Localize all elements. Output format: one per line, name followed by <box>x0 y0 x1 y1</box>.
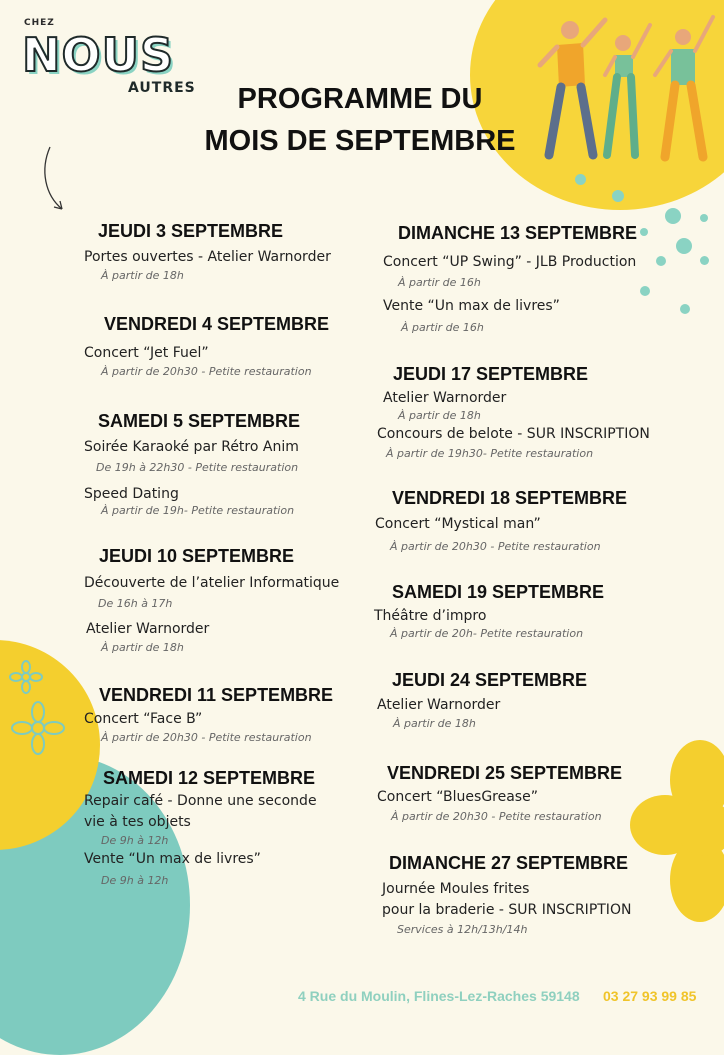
event-detail: À partir de 18h <box>101 641 184 654</box>
event-detail: De 9h à 12h <box>101 834 169 847</box>
event-name: Repair café - Donne une seconde <box>84 793 317 809</box>
event-detail: Services à 12h/13h/14h <box>397 923 528 936</box>
event-name-line-2: pour la braderie - SUR INSCRIPTION <box>382 902 632 918</box>
event-detail: À partir de 20h30 - Petite restauration <box>390 540 601 553</box>
decor-dot <box>665 208 681 224</box>
day-heading: VENDREDI 25 SEPTEMBRE <box>387 763 623 783</box>
day-heading: SAMEDI 12 SEPTEMBRE <box>103 768 316 788</box>
event-name: Soirée Karaoké par Rétro Anim <box>84 439 299 455</box>
logo-autres: AUTRES <box>128 80 196 96</box>
event-detail: De 19h à 22h30 - Petite restauration <box>96 461 299 474</box>
title-line-2: MOIS DE SEPTEMBRE <box>204 125 516 157</box>
day-heading: JEUDI 17 SEPTEMBRE <box>393 364 589 384</box>
event-name: Concours de belote - SUR INSCRIPTION <box>377 426 650 442</box>
decor-dot <box>676 238 692 254</box>
event-name: Concert “Jet Fuel” <box>84 345 209 361</box>
event-detail: À partir de 20h30 - Petite restauration <box>101 365 312 378</box>
footer-address: 4 Rue du Moulin, Flines-Lez-Raches 59148 <box>298 988 580 1004</box>
event-detail: À partir de 19h30- Petite restauration <box>386 447 594 460</box>
day-heading: JEUDI 3 SEPTEMBRE <box>98 221 284 241</box>
event-detail: À partir de 20h- Petite restauration <box>390 627 584 640</box>
event-name: Concert “Mystical man” <box>375 516 541 532</box>
day-heading: DIMANCHE 27 SEPTEMBRE <box>389 853 629 873</box>
event-detail: De 16h à 17h <box>98 597 173 610</box>
day-heading: DIMANCHE 13 SEPTEMBRE <box>398 223 638 243</box>
event-name: Atelier Warnorder <box>383 390 507 406</box>
event-detail: À partir de 20h30 - Petite restauration <box>101 731 312 744</box>
event-name: Concert “Face B” <box>84 711 203 727</box>
event-name: Journée Moules frites <box>382 881 530 897</box>
day-heading: SAMEDI 19 SEPTEMBRE <box>392 582 605 602</box>
day-heading: JEUDI 10 SEPTEMBRE <box>99 546 295 566</box>
event-name: Atelier Warnorder <box>86 621 210 637</box>
decor-dot <box>680 304 690 314</box>
curved-arrow-icon <box>40 145 70 215</box>
day-heading: VENDREDI 4 SEPTEMBRE <box>104 314 330 334</box>
event-name-line-2: vie à tes objets <box>84 814 191 830</box>
event-detail: À partir de 18h <box>393 717 476 730</box>
day-heading: VENDREDI 11 SEPTEMBRE <box>99 685 334 705</box>
event-detail: À partir de 20h30 - Petite restauration <box>391 810 602 823</box>
day-heading: SAMEDI 5 SEPTEMBRE <box>98 411 301 431</box>
event-name: Vente “Un max de livres” <box>383 298 560 314</box>
decor-dot <box>640 228 648 236</box>
event-name: Vente “Un max de livres” <box>84 851 261 867</box>
flower-icon <box>630 740 724 925</box>
event-name: Découverte de l’atelier Informatique <box>84 575 340 591</box>
event-detail: À partir de 18h <box>101 269 184 282</box>
event-detail: De 9h à 12h <box>101 874 169 887</box>
event-detail: À partir de 16h <box>401 321 484 334</box>
decor-dot <box>640 286 650 296</box>
decor-dot <box>656 256 666 266</box>
day-heading: VENDREDI 18 SEPTEMBRE <box>392 488 628 508</box>
page-title <box>150 78 570 162</box>
decor-dot <box>575 174 586 185</box>
event-detail: À partir de 18h <box>398 409 481 422</box>
footer-phone: 03 27 93 99 85 <box>603 988 697 1004</box>
logo-chez: CHEZ <box>24 18 55 28</box>
flower-icon <box>8 660 68 760</box>
day-heading: JEUDI 24 SEPTEMBRE <box>392 670 588 690</box>
event-name: Théâtre d’impro <box>374 608 487 624</box>
event-name: Portes ouvertes - Atelier Warnorder <box>84 249 331 265</box>
event-name: Concert “BluesGrease” <box>377 789 538 805</box>
title-line-1: PROGRAMME DU <box>237 83 483 115</box>
logo-nous: NOUS <box>22 28 175 82</box>
event-name: Speed Dating <box>84 486 179 502</box>
event-detail: À partir de 16h <box>398 276 481 289</box>
event-detail: À partir de 19h- Petite restauration <box>101 504 295 517</box>
event-name: Atelier Warnorder <box>377 697 501 713</box>
decor-dot <box>700 214 708 222</box>
decor-dot <box>612 190 624 202</box>
event-name: Concert “UP Swing” - JLB Production <box>383 254 637 270</box>
decor-dot <box>700 256 709 265</box>
